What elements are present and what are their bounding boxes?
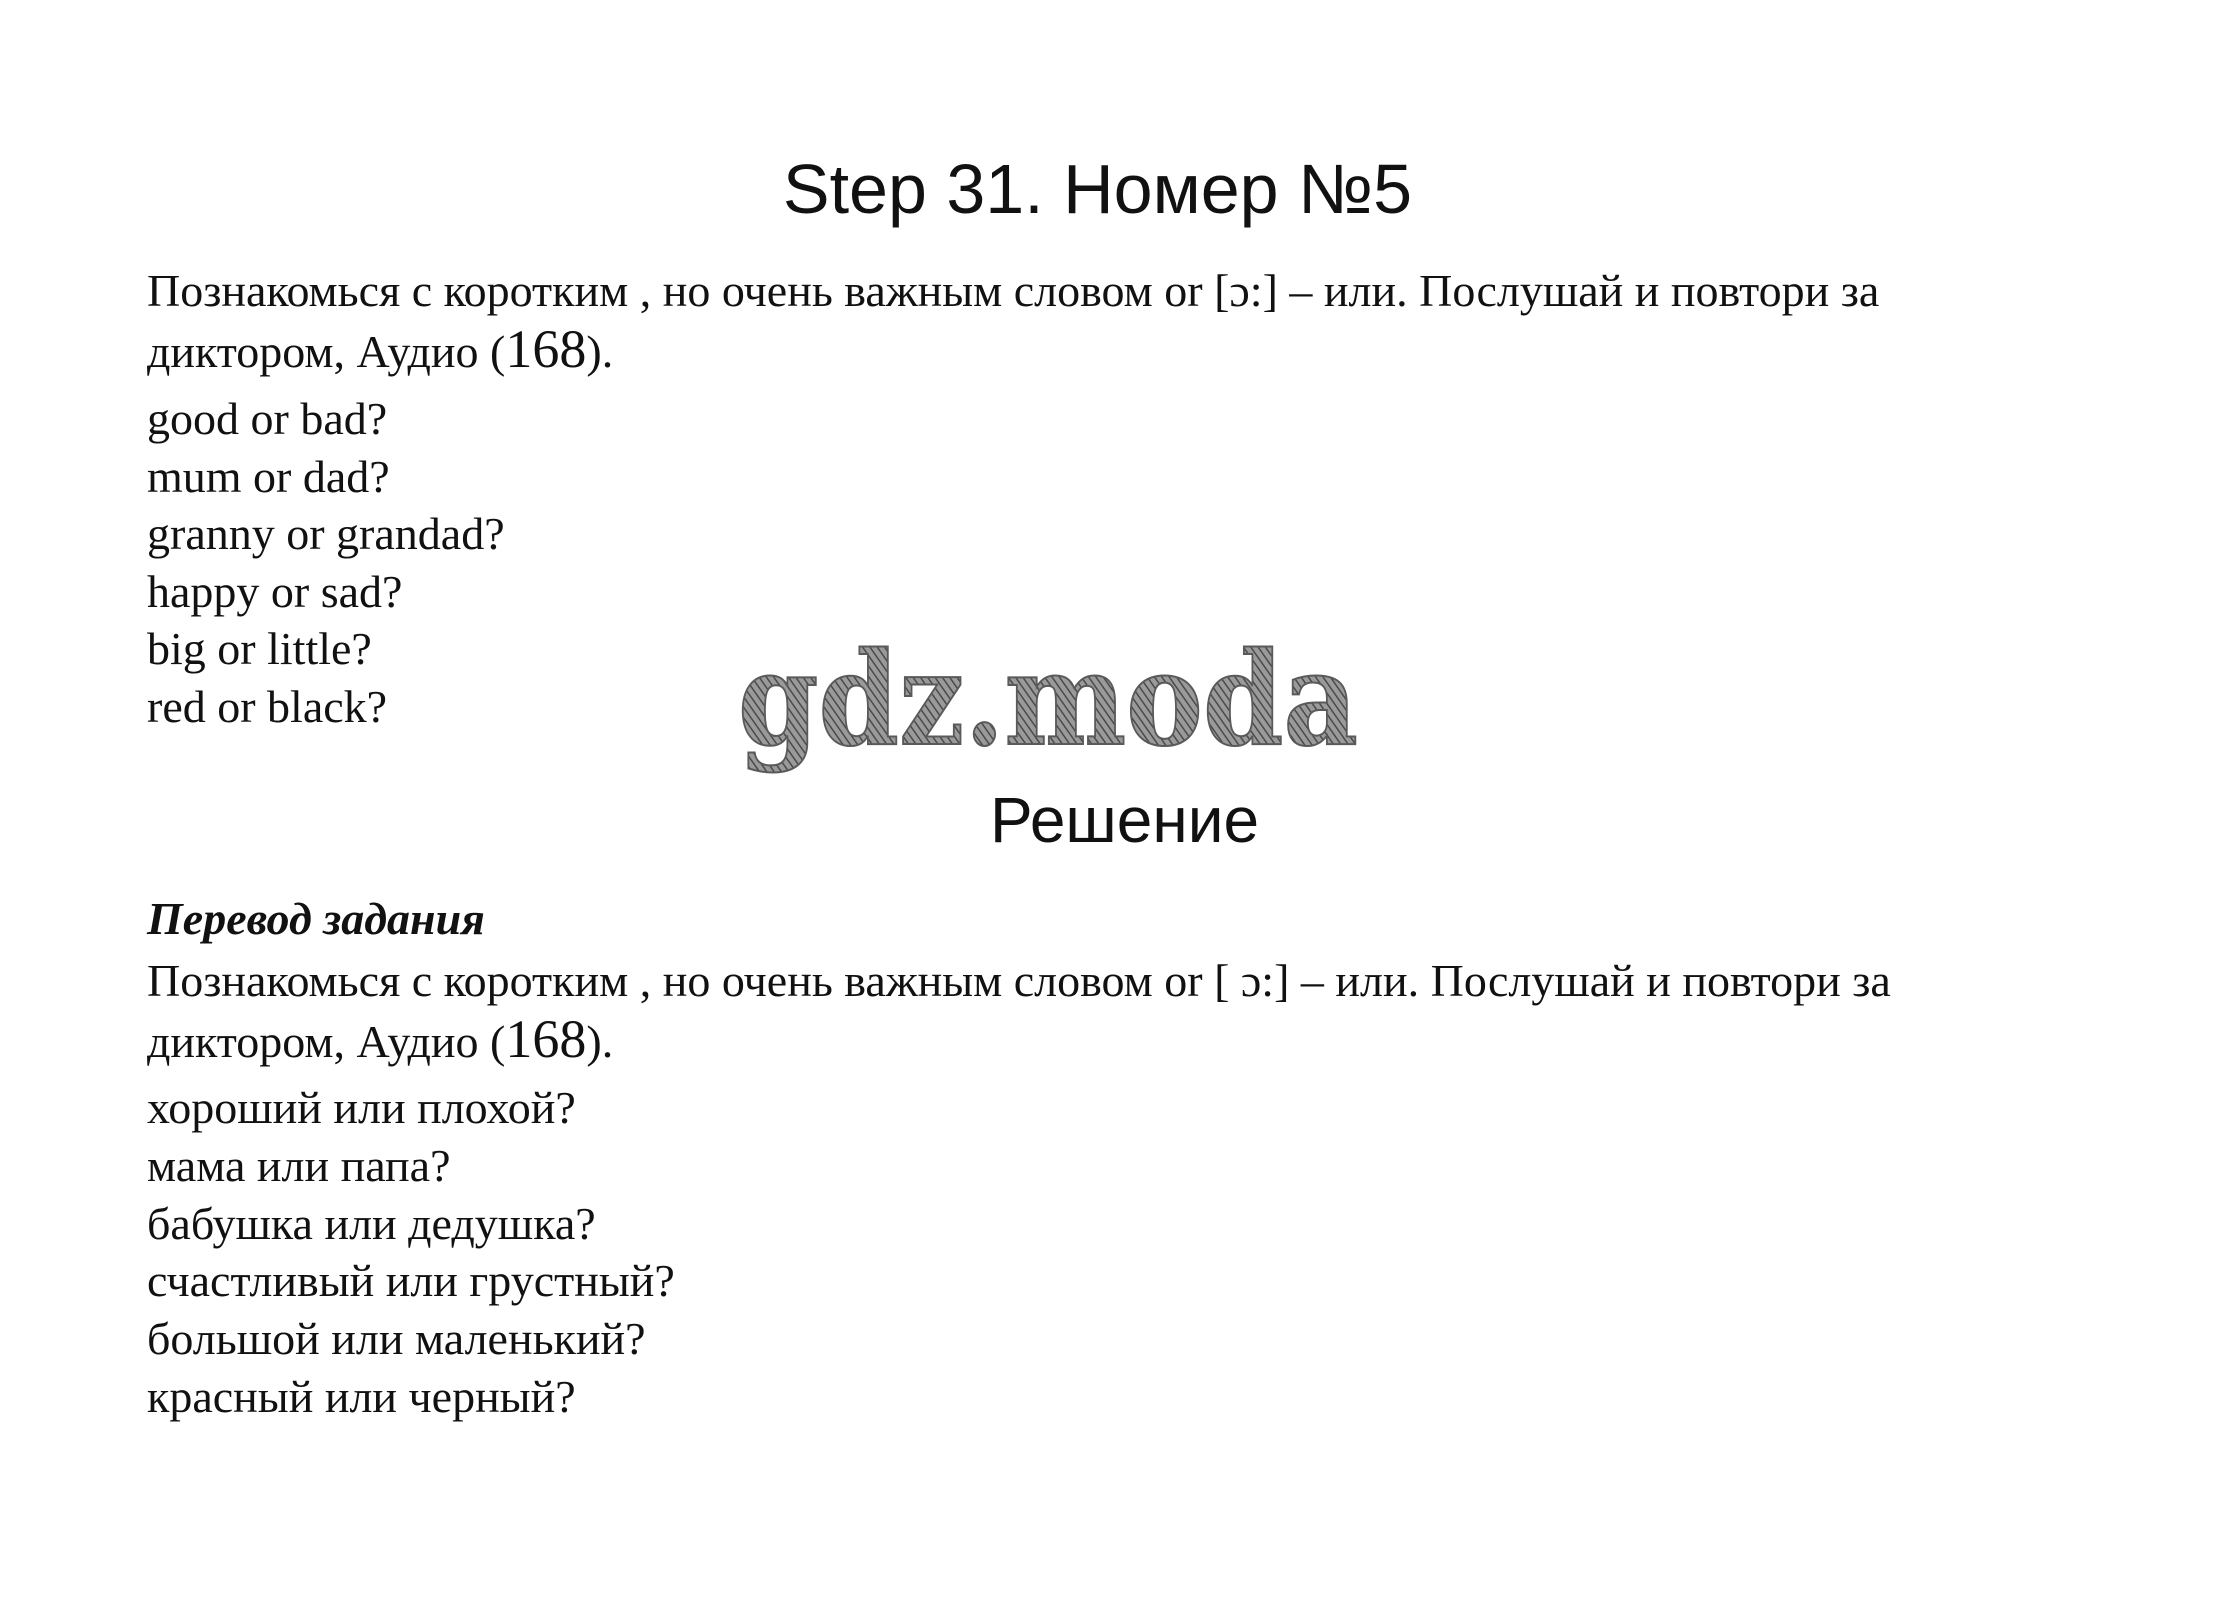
task-instructions bbox=[147, 262, 2147, 382]
example-item: granny or grandad? bbox=[147, 508, 505, 559]
example-item: good or bad? bbox=[147, 393, 388, 444]
translation-text bbox=[147, 952, 2147, 1068]
translated-example-list bbox=[147, 1079, 2147, 1426]
example-item: big or little? bbox=[147, 623, 372, 674]
translated-example-item: счастливый или грустный? bbox=[147, 1255, 675, 1307]
translated-example-item: хороший или плохой? bbox=[147, 1082, 576, 1133]
translation-heading: Перевод задания bbox=[147, 893, 485, 944]
watermark-text: gdz.moda bbox=[738, 634, 1358, 775]
page-title-text: Step 31. Номер №5 bbox=[782, 150, 1413, 228]
translated-example-item: большой или маленький? bbox=[147, 1313, 646, 1365]
translated-example-item: мама или папа? bbox=[147, 1139, 451, 1191]
translation-line-2 bbox=[147, 1010, 2147, 1068]
task-line-2 bbox=[147, 320, 2147, 382]
solution-label bbox=[0, 780, 2235, 860]
solution-label-text: Решение bbox=[989, 784, 1260, 856]
task-line-2-suffix: ). bbox=[586, 326, 614, 377]
example-item: red or black? bbox=[147, 680, 388, 732]
watermark-logo bbox=[728, 634, 1368, 784]
translation-line-1: Познакомься с коротким , но очень важным словом or [ ɔ:] – или. Послушай и повтори за bbox=[147, 955, 1891, 1006]
page-title bbox=[0, 144, 2235, 234]
translation-line-2-prefix: диктором, Аудио ( bbox=[147, 1016, 506, 1067]
translated-example-item: красный или черный? bbox=[147, 1370, 576, 1422]
translation-audio-number: 168 bbox=[505, 1009, 587, 1069]
translation-line-2-suffix: ). bbox=[586, 1016, 614, 1067]
example-item: happy or sad? bbox=[147, 565, 403, 617]
audio-track-number: 168 bbox=[505, 319, 587, 379]
example-item: mum or dad? bbox=[147, 450, 390, 502]
task-line-2-prefix: диктором, Аудио ( bbox=[147, 326, 506, 377]
task-line-1: Познакомься с коротким , но очень важным словом or [ɔ:] – или. Послушай и повтори за bbox=[147, 265, 1880, 316]
translated-example-item: бабушка или дедушка? bbox=[147, 1197, 596, 1249]
